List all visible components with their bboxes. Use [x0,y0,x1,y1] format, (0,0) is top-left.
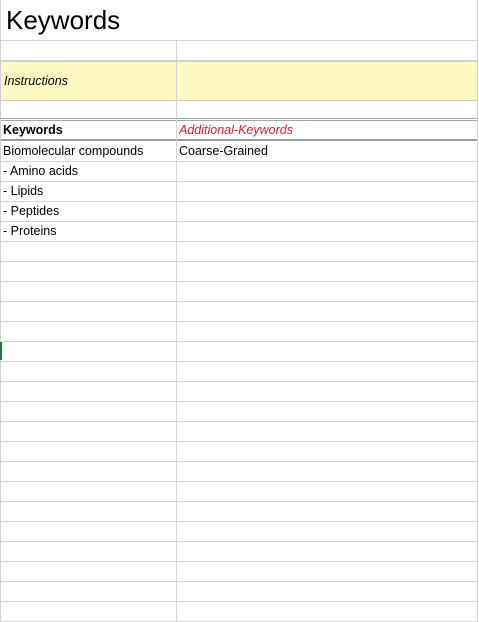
column-divider [176,41,177,622]
additional-keyword-cell[interactable] [179,362,475,381]
table-row [1,602,477,622]
additional-keyword-cell[interactable] [179,342,475,361]
sheet-right-edge [477,0,478,622]
additional-keyword-cell[interactable] [179,322,475,341]
additional-keyword-cell[interactable] [179,462,475,481]
empty-row[interactable] [1,41,477,61]
keyword-cell[interactable] [3,242,175,261]
table-row [1,582,477,602]
keyword-cell[interactable] [3,402,175,421]
additional-keyword-cell[interactable]: Coarse-Grained [179,144,268,158]
table-row [1,342,477,362]
additional-keyword-cell[interactable] [179,402,475,421]
keyword-cell[interactable] [3,582,175,601]
table-row [1,502,477,522]
keyword-cell[interactable]: - Lipids [3,184,44,198]
keyword-cell[interactable] [3,482,175,501]
title-cell[interactable] [1,0,477,41]
table-row [1,282,477,302]
table-row [1,302,477,322]
table-row [1,562,477,582]
keyword-cell[interactable]: - Amino acids [3,164,79,178]
keyword-cell[interactable] [3,422,175,441]
header-additional-keywords[interactable]: Additional-Keywords [179,123,293,137]
selection-marker [0,342,2,360]
instructions-label: Instructions [4,74,68,88]
keyword-cell[interactable]: Biomolecular compounds [3,144,144,158]
keyword-cell[interactable]: - Peptides [3,204,60,218]
additional-keyword-cell[interactable] [179,182,475,201]
additional-keyword-cell[interactable] [179,222,475,241]
keyword-cell[interactable]: - Proteins [3,224,57,238]
keyword-cell[interactable] [3,562,175,581]
additional-keyword-cell[interactable] [179,542,475,561]
keyword-cell[interactable] [3,522,175,541]
table-row [1,522,477,542]
additional-keyword-cell[interactable] [179,302,475,321]
additional-keyword-cell[interactable] [179,382,475,401]
table-row [1,262,477,282]
empty-row[interactable] [1,101,477,118]
keyword-cell[interactable] [3,502,175,521]
page-title: Keywords [6,5,121,35]
instructions-value-cell[interactable] [177,61,477,101]
keyword-cell[interactable] [3,282,175,301]
keyword-cell[interactable] [3,262,175,281]
keyword-cell[interactable] [3,462,175,481]
additional-keyword-cell[interactable] [179,442,475,461]
table-row [1,442,477,462]
additional-keyword-cell[interactable] [179,582,475,601]
table-row [1,202,477,222]
keyword-cell[interactable] [3,442,175,461]
table-row [1,542,477,562]
additional-keyword-cell[interactable] [179,522,475,541]
table-row [1,162,477,182]
table-row [1,422,477,442]
table-row [1,482,477,502]
keyword-cell[interactable] [3,322,175,341]
additional-keyword-cell[interactable] [179,482,475,501]
table-row [1,322,477,342]
keyword-cell[interactable] [3,362,175,381]
additional-keyword-cell[interactable] [179,202,475,221]
keyword-cell[interactable] [3,302,175,321]
additional-keyword-cell[interactable] [179,562,475,581]
keyword-cell[interactable] [3,382,175,401]
table-row [1,382,477,402]
additional-keyword-cell[interactable] [179,422,475,441]
keyword-cell[interactable] [3,342,175,361]
additional-keyword-cell[interactable] [179,282,475,301]
header-keywords[interactable]: Keywords [3,123,63,137]
additional-keyword-cell[interactable] [179,162,475,181]
instructions-cell[interactable] [1,61,176,101]
table-row [1,222,477,242]
table-row [1,142,477,162]
keyword-cell[interactable] [3,602,175,621]
additional-keyword-cell[interactable] [179,502,475,521]
keyword-cell[interactable] [3,542,175,561]
table-row [1,362,477,382]
additional-keyword-cell[interactable] [179,602,475,621]
additional-keyword-cell[interactable] [179,262,475,281]
header-row [1,121,477,141]
table-row [1,242,477,262]
table-row [1,402,477,422]
additional-keyword-cell[interactable] [179,242,475,261]
table-row [1,182,477,202]
table-row [1,462,477,482]
